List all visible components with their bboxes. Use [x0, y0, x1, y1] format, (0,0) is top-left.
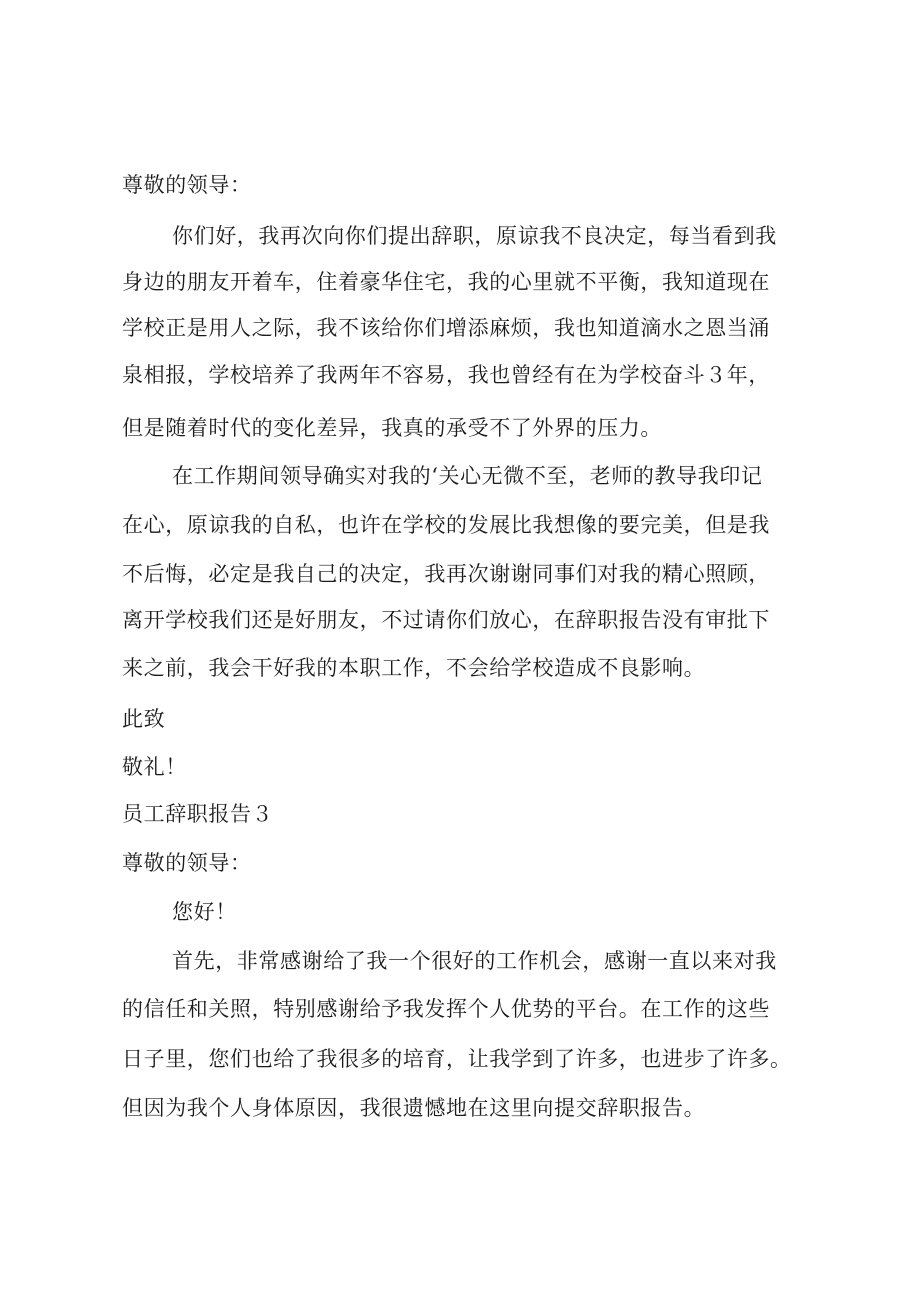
greeting-line: 尊敬的领导：: [122, 173, 252, 197]
paragraph-2-line-1: 在工作期间领导确实对我的‘关心无微不至，老师的教导我印记: [172, 464, 763, 488]
paragraph-1-line-2: 身边的朋友开着车，住着豪华住宅，我的心里就不平衡，我知道现在: [122, 270, 770, 294]
paragraph-2-line-5: 来之前，我会干好我的本职工作，不会给学校造成不良影响。: [122, 656, 706, 680]
salutation-line: 您好！: [172, 900, 237, 924]
closing-line-1: 此致: [122, 707, 166, 731]
paragraph-3-line-1: 首先，非常感谢给了我一个很好的工作机会，感谢一直以来对我: [172, 949, 777, 973]
closing-line-2: 敬礼！: [122, 755, 187, 779]
paragraph-3-line-4: 但因为我个人身体原因，我很遗憾地在这里向提交辞职报告。: [122, 1096, 706, 1120]
section-title: 员工辞职报告３: [122, 802, 274, 826]
paragraph-3-line-2: 的信任和关照，特别感谢给予我发挥个人优势的平台。在工作的这些: [122, 997, 770, 1021]
paragraph-3-line-3: 日子里，您们也给了我很多的培育，让我学到了许多，也进步了许多。: [122, 1047, 792, 1071]
paragraph-2-line-3: 不后悔，必定是我自己的决定，我再次谢谢同事们对我的精心照顾，: [122, 562, 770, 586]
paragraph-1-line-1: 你们好，我再次向你们提出辞职，原谅我不良决定，每当看到我: [172, 224, 777, 248]
paragraph-1-line-5: 但是随着时代的变化差异，我真的承受不了外界的压力。: [122, 416, 662, 440]
paragraph-1-line-4: 泉相报，学校培养了我两年不容易，我也曾经有在为学校奋斗３年，: [122, 363, 770, 387]
paragraph-1-line-3: 学校正是用人之际，我不该给你们增添麻烦，我也知道滴水之恩当涌: [122, 316, 770, 340]
paragraph-2-line-4: 离开学校我们还是好朋友，不过请你们放心，在辞职报告没有审批下: [122, 608, 770, 632]
paragraph-2-line-2: 在心，原谅我的自私，也许在学校的发展比我想像的要完美，但是我: [122, 513, 770, 537]
greeting-line-2: 尊敬的领导：: [122, 851, 252, 875]
